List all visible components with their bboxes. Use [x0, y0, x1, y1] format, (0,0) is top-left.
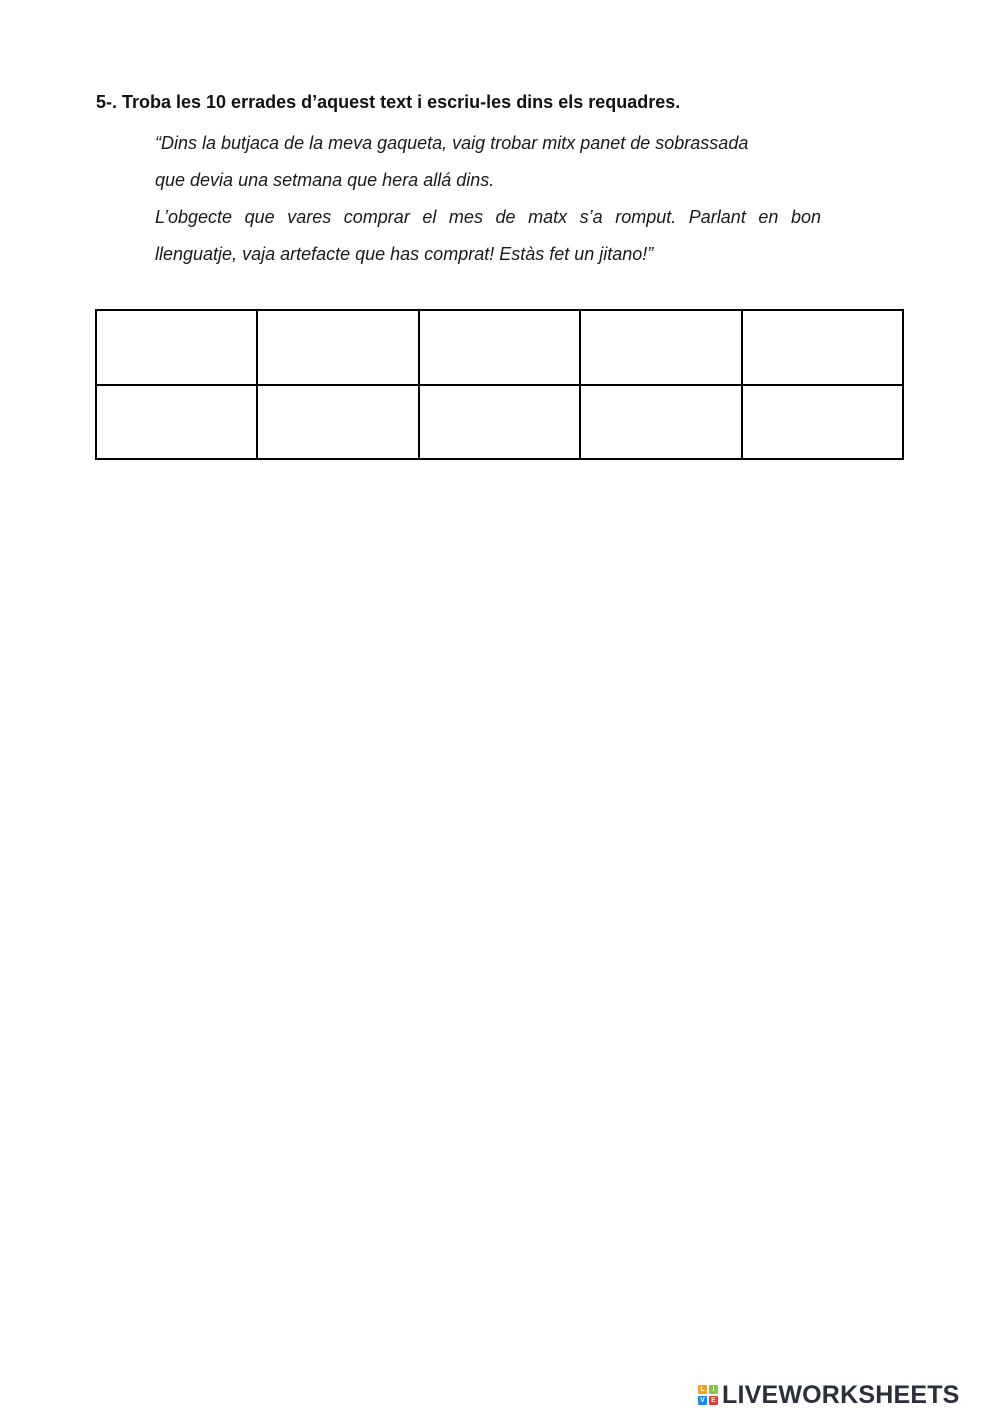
answer-input-4[interactable] — [581, 311, 740, 384]
liveworksheets-logo-icon — [698, 1385, 718, 1405]
answer-box — [742, 310, 903, 385]
answer-input-5[interactable] — [743, 311, 902, 384]
logo-icon-tile: L — [698, 1385, 707, 1394]
liveworksheets-logo — [698, 1380, 960, 1410]
answer-input-1[interactable] — [97, 311, 256, 384]
logo-icon-tile: V — [698, 1396, 707, 1405]
answer-grid — [95, 309, 904, 460]
exercise-heading: 5-. Troba les 10 errades d’aquest text i escriu-les dins els requadres. — [96, 92, 681, 112]
answer-box — [419, 385, 580, 460]
passage-line: L’obgecte que vares comprar el mes de matx s’a romput. Parlant en bon — [155, 207, 821, 227]
passage-line: “Dins la butjaca de la meva gaqueta, vaig trobar mitx panet de sobrassada — [155, 133, 749, 153]
answer-input-7[interactable] — [258, 386, 417, 459]
answer-box — [580, 310, 741, 385]
answer-input-3[interactable] — [420, 311, 579, 384]
answer-box — [96, 385, 257, 460]
answer-box — [580, 385, 741, 460]
answer-input-10[interactable] — [743, 386, 902, 459]
answer-input-6[interactable] — [97, 386, 256, 459]
answer-box — [257, 385, 418, 460]
answer-box — [257, 310, 418, 385]
answer-input-8[interactable] — [420, 386, 579, 459]
logo-wordmark: LIVEWORKSHEETS — [722, 1380, 960, 1409]
error-passage — [155, 125, 821, 273]
passage-line: llenguatje, vaja artefacte que has comprat! Estàs fet un jitano!” — [155, 244, 654, 264]
answer-box — [419, 310, 580, 385]
answer-input-9[interactable] — [581, 386, 740, 459]
answer-input-2[interactable] — [258, 311, 417, 384]
passage-line: que devia una setmana que hera allá dins. — [155, 170, 495, 190]
logo-icon-tile: E — [709, 1396, 718, 1405]
logo-icon-tile: I — [709, 1385, 718, 1394]
answer-row — [96, 310, 903, 385]
answer-box — [742, 385, 903, 460]
answer-box — [96, 310, 257, 385]
answer-row — [96, 385, 903, 460]
